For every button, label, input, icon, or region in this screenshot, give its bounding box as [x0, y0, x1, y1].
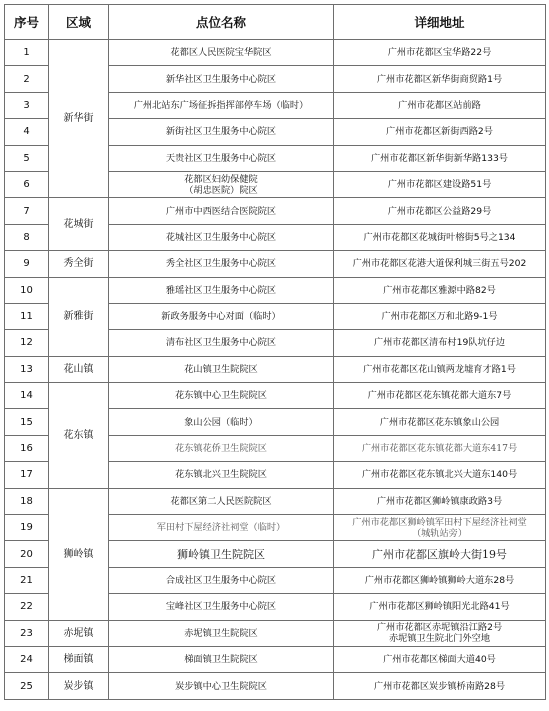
- site-name: 合成社区卫生服务中心院区: [109, 567, 334, 593]
- site-name: 清布社区卫生服务中心院区: [109, 330, 334, 356]
- site-name: 广州市中西医结合医院院区: [109, 198, 334, 224]
- header-address: 详细地址: [334, 5, 546, 40]
- site-name: 狮岭镇卫生院院区: [109, 541, 334, 567]
- table-row: [5, 620, 546, 646]
- site-address: 广州市花都区炭步镇桥南路28号: [334, 673, 546, 699]
- table-row: [5, 277, 546, 303]
- site-address: 广州市花都区宝华路22号: [334, 40, 546, 66]
- area-cell: 赤坭镇: [49, 620, 109, 646]
- site-name: 新街社区卫生服务中心院区: [109, 119, 334, 145]
- row-number: 16: [5, 435, 49, 461]
- row-number: 25: [5, 673, 49, 699]
- header-area: 区域: [49, 5, 109, 40]
- site-name: 花东镇中心卫生院院区: [109, 383, 334, 409]
- site-name: 宝峰社区卫生服务中心院区: [109, 594, 334, 620]
- row-number: 3: [5, 92, 49, 118]
- row-number: 22: [5, 594, 49, 620]
- row-number: 11: [5, 303, 49, 329]
- row-number: 13: [5, 356, 49, 382]
- site-address: 广州市花都区新华街新华路133号: [334, 145, 546, 171]
- area-cell: 花东镇: [49, 383, 109, 489]
- row-number: 24: [5, 646, 49, 672]
- site-address: 广州市花都区梯面大道40号: [334, 646, 546, 672]
- area-cell: 梯面镇: [49, 646, 109, 672]
- header-no: 序号: [5, 5, 49, 40]
- site-name: 花东镇花侨卫生院院区: [109, 435, 334, 461]
- row-number: 18: [5, 488, 49, 514]
- site-name: 花都区人民医院宝华院区: [109, 40, 334, 66]
- area-cell: 炭步镇: [49, 673, 109, 699]
- row-number: 14: [5, 383, 49, 409]
- site-address: 广州市花都区雅源中路82号: [334, 277, 546, 303]
- row-number: 5: [5, 145, 49, 171]
- site-name: 天贵社区卫生服务中心院区: [109, 145, 334, 171]
- site-name: 军田村下屋经济社祠堂（临时）: [109, 515, 334, 541]
- testing-sites-table: [4, 4, 546, 700]
- site-name: 花东镇北兴卫生院院区: [109, 462, 334, 488]
- site-address: 广州市花都区万和北路9-1号: [334, 303, 546, 329]
- site-address: 广州市花都区花东镇北兴大道东140号: [334, 462, 546, 488]
- site-name: 秀全社区卫生服务中心院区: [109, 251, 334, 277]
- row-number: 19: [5, 515, 49, 541]
- site-address: [334, 515, 546, 541]
- row-number: 7: [5, 198, 49, 224]
- site-name: 梯面镇卫生院院区: [109, 646, 334, 672]
- site-address: 广州市花都区花东镇象山公园: [334, 409, 546, 435]
- area-cell: 花城街: [49, 198, 109, 251]
- row-number: 4: [5, 119, 49, 145]
- site-name-line: （胡忠医院）院区: [184, 184, 258, 196]
- row-number: 2: [5, 66, 49, 92]
- site-address: 广州市花都区狮岭镇康政路3号: [334, 488, 546, 514]
- area-cell: 秀全街: [49, 251, 109, 277]
- site-name: 花山镇卫生院院区: [109, 356, 334, 382]
- row-number: 20: [5, 541, 49, 567]
- area-cell: 花山镇: [49, 356, 109, 382]
- site-address: 广州市花都区狮岭镇阳光北路41号: [334, 594, 546, 620]
- site-address-line: 广州市花都区狮岭镇军田村下屋经济社祠堂: [352, 516, 527, 528]
- site-name-line: 花都区妇幼保健院: [184, 173, 258, 185]
- site-address: [334, 620, 546, 646]
- site-address: 广州市花都区清布村19队坑仔边: [334, 330, 546, 356]
- site-address: 广州市花都区狮岭镇狮岭大道东28号: [334, 567, 546, 593]
- site-name: 炭步镇中心卫生院院区: [109, 673, 334, 699]
- site-name: 花城社区卫生服务中心院区: [109, 224, 334, 250]
- site-address-line: 广州市花都区赤坭镇沿江路2号: [376, 622, 503, 634]
- site-address: 广州市花都区旗岭大街19号: [334, 541, 546, 567]
- site-name: 新政务服务中心对面（临时）: [109, 303, 334, 329]
- site-address: 广州市花都区花港大道保利城三街五号202: [334, 251, 546, 277]
- site-address: 广州市花都区新街西路2号: [334, 119, 546, 145]
- row-number: 12: [5, 330, 49, 356]
- area-cell: 新雅街: [49, 277, 109, 356]
- site-address: 广州市花都区站前路: [334, 92, 546, 118]
- site-name: 雅瑶社区卫生服务中心院区: [109, 277, 334, 303]
- row-number: 8: [5, 224, 49, 250]
- site-address: 广州市花都区花城街叶榕街5号之134: [334, 224, 546, 250]
- site-address: 广州市花都区花东镇花都大道东7号: [334, 383, 546, 409]
- table-row: [5, 646, 546, 672]
- area-cell: 狮岭镇: [49, 488, 109, 620]
- site-name: [109, 171, 334, 197]
- row-number: 17: [5, 462, 49, 488]
- table-row: [5, 40, 546, 66]
- row-number: 6: [5, 171, 49, 197]
- site-name: 花都区第二人民医院院区: [109, 488, 334, 514]
- table-row: [5, 383, 546, 409]
- table-row: [5, 488, 546, 514]
- table-row: [5, 673, 546, 699]
- site-address: 广州市花都区花山镇两龙墟育才路1号: [334, 356, 546, 382]
- row-number: 10: [5, 277, 49, 303]
- row-number: 23: [5, 620, 49, 646]
- site-address: 广州市花都区新华街商贸路1号: [334, 66, 546, 92]
- site-name: 广州北站东广场征拆指挥部停车场（临时）: [109, 92, 334, 118]
- table-row: [5, 356, 546, 382]
- table-row: [5, 251, 546, 277]
- site-address: 广州市花都区花东镇花都大道东417号: [334, 435, 546, 461]
- site-address-line: （城轨站旁）: [411, 527, 468, 539]
- site-address-line: 赤坭镇卫生院北门外空地: [388, 633, 491, 645]
- table-row: [5, 198, 546, 224]
- table-header-row: [5, 5, 546, 40]
- site-name: 赤坭镇卫生院院区: [109, 620, 334, 646]
- site-address: 广州市花都区建设路51号: [334, 171, 546, 197]
- row-number: 21: [5, 567, 49, 593]
- row-number: 15: [5, 409, 49, 435]
- row-number: 1: [5, 40, 49, 66]
- header-name: 点位名称: [109, 5, 334, 40]
- site-name: 象山公园（临时）: [109, 409, 334, 435]
- site-name: 新华社区卫生服务中心院区: [109, 66, 334, 92]
- row-number: 9: [5, 251, 49, 277]
- area-cell: 新华街: [49, 40, 109, 198]
- site-address: 广州市花都区公益路29号: [334, 198, 546, 224]
